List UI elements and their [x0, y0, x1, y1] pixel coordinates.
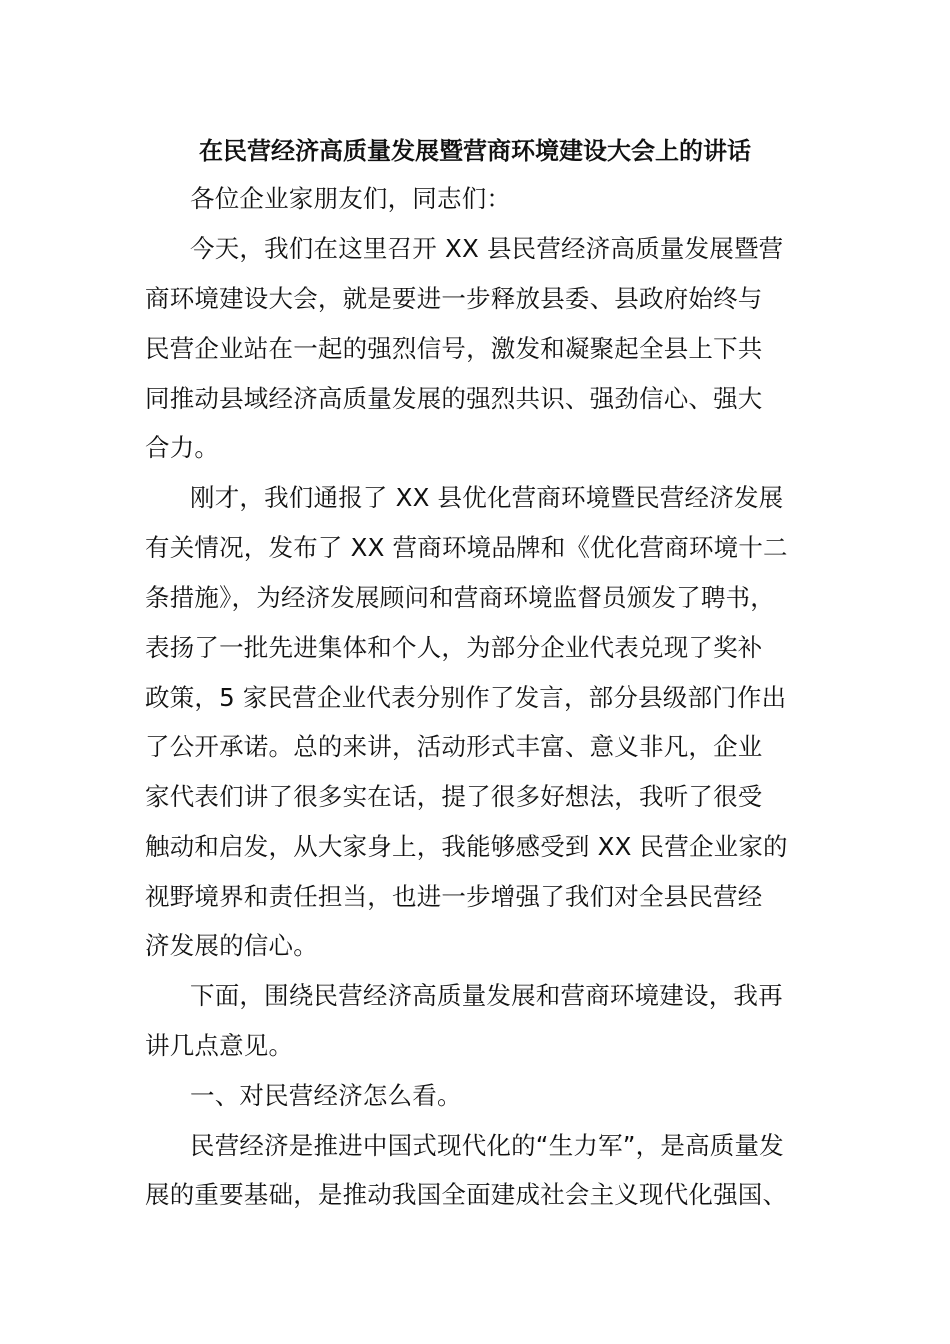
paragraph-line: 今天，我们在这里召开 XX 县民营经济高质量发展暨营 [190, 234, 784, 263]
paragraph-line: 下面，围绕民营经济高质量发展和营商环境建设，我再 [190, 981, 783, 1010]
paragraph-line: 了公开承诺。总的来讲，活动形式丰富、意义非凡，企业 [145, 732, 763, 761]
paragraph-line: 同推动县域经济高质量发展的强烈共识、强劲信心、强大 [145, 384, 763, 413]
paragraph-line: 讲几点意见。 [145, 1031, 294, 1060]
paragraph-line: 有关情况，发布了 XX 营商环境品牌和《优化营商环境十二 [145, 533, 788, 562]
paragraph-line: 各位企业家朋友们，同志们： [190, 184, 512, 213]
paragraph-line: 表扬了一批先进集体和个人，为部分企业代表兑现了奖补 [145, 633, 763, 662]
document-title: 在民营经济高质量发展暨营商环境建设大会上的讲话 [199, 137, 751, 165]
paragraph-line: 济发展的信心。 [145, 931, 318, 960]
paragraph-line: 民营企业站在一起的强烈信号，激发和凝聚起全县上下共 [145, 334, 763, 363]
paragraph-line: 商环境建设大会，就是要进一步释放县委、县政府始终与 [145, 284, 763, 313]
paragraph-line: 展的重要基础，是推动我国全面建成社会主义现代化强国、 [145, 1180, 788, 1209]
paragraph-line: 刚才，我们通报了 XX 县优化营商环境暨民营经济发展 [190, 483, 784, 512]
paragraph-line: 政策，5 家民营企业代表分别作了发言，部分县级部门作出 [145, 683, 787, 712]
paragraph-line: 合力。 [145, 433, 220, 462]
section-heading: 一、对民营经济怎么看。 [190, 1081, 462, 1110]
paragraph-line: 民营经济是推进中国式现代化的“生力军”，是高质量发 [190, 1131, 784, 1160]
paragraph-line: 触动和启发，从大家身上，我能够感受到 XX 民营企业家的 [145, 832, 788, 861]
paragraph-line: 视野境界和责任担当，也进一步增强了我们对全县民营经 [145, 882, 763, 911]
paragraph-line: 家代表们讲了很多实在话，提了很多好想法，我听了很受 [145, 782, 763, 811]
paragraph-line: 条措施》，为经济发展顾问和营商环境监督员颁发了聘书， [145, 583, 775, 612]
